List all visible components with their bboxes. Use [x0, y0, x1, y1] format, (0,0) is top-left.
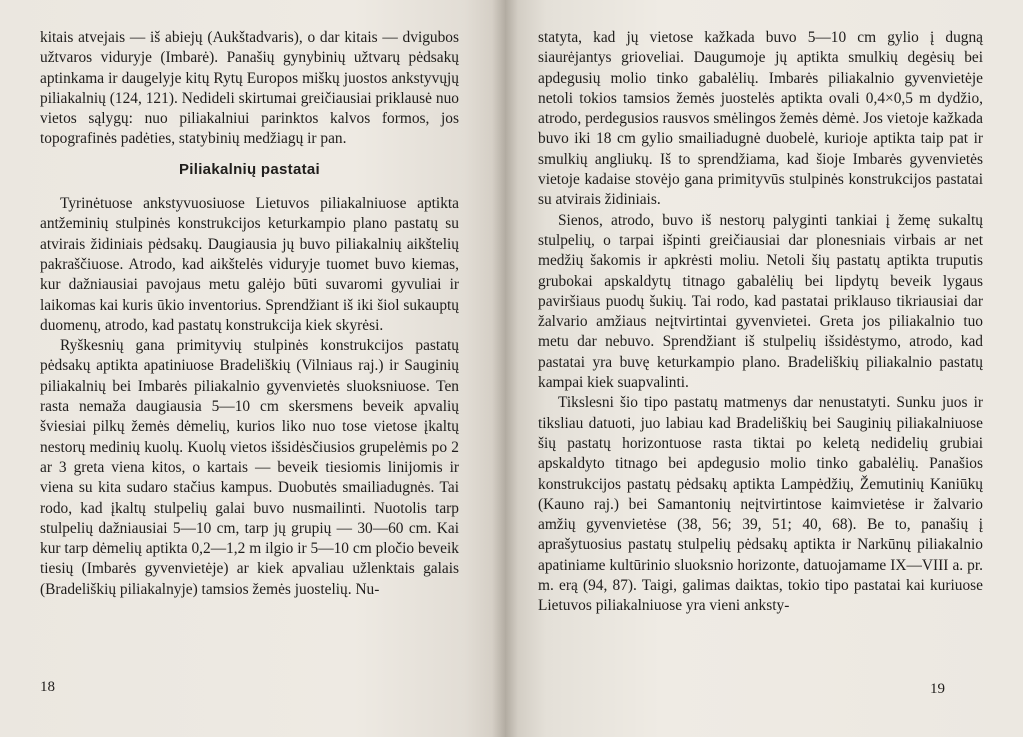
left-paragraph-2: Tyrinėtuose ankstyvuosiuose Lietuvos piliakalniuose aptikta antžeminių stulpinės konstrukcijos keturkampio plano pastatų su atvirais židiniais pėdsakų. Daugiausia jų buvo piliakalnių aikštelių pakraščiuose. Atrodo, kad aikštelės viduryje tuomet buvo kiemas, kur dažniausiai pavojaus metu galėjo būti suvaromi gyvuliai ir laikomas kai kuris ūkio inventorius. Sprendžiant iš iki šiol sukauptų duomenų, atrodo, kad pastatų konstrukcija kiek skyrėsi.: [40, 195, 459, 334]
section-heading: Piliakalnių pastatai: [178, 160, 321, 178]
left-page-number: 18: [40, 678, 55, 695]
right-paragraph-1: statyta, kad jų vietose kažkada buvo 5—10 cm gylio į dugną siaurėjantys grioveliai. Daugumoje jų aptikta smulkių degėsių bei apdegusių molio tinko gabalėlių. Imbarės piliakalnio gyvenvietėje netoli tokios tamsios žemės juostelės aptikta ovali 0,4×0,5 m dydžio, atrodo, perdegusios rausvos smėlingos žemės dėmė. Jos vietoje kažkada buvo iki 18 cm gylio smailiadugnė duobelė, kurioje aptikta taip pat ir smulkių angliukų. Iš to sprendžiama, kad šioje Imbarės gyvenvietės vietoje kadaise stovėjo gana primityvūs stulpinės konstrukcijos pastatai su atvirais židiniais.: [538, 29, 983, 209]
left-paragraph-3: Ryškesnių gana primityvių stulpinės konstrukcijos pastatų pėdsakų aptikta apatiniuose Bradeliškių (Vilniaus raj.) ir Sauginių piliakalnių bei Imbarės piliakalnio gyvenvietės sluoksniuose. Ten rasta nemaža daugiausia 5—10 cm skersmens beveik apvalių šviesiai pilkų žemės dėmelių, kurios liko nuo tose vietose įkaltų nestorų medinių kuolų. Kuolų vietos išsidėsčiusios grupelėmis po 2 ar 3 greta viena kitos, o kartais — beveik tiesiomis linijomis ir viena su kita sudaro stačius kampus. Duobutės smailiadugnės. Tai rodo, kad įkaltų stulpelių galai buvo nusmailinti. Nuotolis tarp stulpelių dažniausiai 5—10 cm, tarp jų grupių — 30—60 cm. Kai kur tarp dėmelių aptikta 0,2—1,2 m ilgio ir 5—10 cm pločio beveik tiesių (Imbarės gyvenvietėje) ar kiek apvaliau užlenktais galais (Bradeliškių piliakalnyje) tamsios žemės juostelių. Nu-: [40, 337, 459, 598]
right-paragraph-2: Sienos, atrodo, buvo iš nestorų palyginti tankiai į žemę sukaltų stulpelių, o tarpai išpinti greičiausiai dar plonesniais virbais ar net medžių šakomis ir apkrėsti moliu. Netoli šių pastatų aptikta truputis grubokai apskaldytų titnago gabalėlių bei lipdytų beveik lygaus paviršiaus puodų šukių. Tai rodo, kad pastatai priklauso tikriausiai dar žalvario amžiaus neįtvirtintai gyvenvietei. Greta jos piliakalnio tuo metu dar nebuvo. Sprendžiant iš stulpelių išsidėstymo, atrodo, kad pastatai yra buvę keturkampio plano. Bradeliškių piliakalnio pastatų kampai kiek suapvalinti.: [538, 211, 983, 392]
left-page: [0, 0, 505, 737]
right-page: [505, 0, 1023, 737]
left-paragraph-1: kitais atvejais — iš abiejų (Aukštadvaris), o dar kitais — dvigubos užtvaros viduryje (Imbarė). Panašių gynybinių užtvarų pėdsakų aptinkama ir daugelyje kitų Rytų Europos miškų juostos ankstyvųjų piliakalnių (124, 121). Nedideli skirtumai greičiausiai priklausė nuo vietos sąlygų: nuo piliakalniui parinktos kalvos formos, jos topografinės padėties, statybinių medžiagų ir pan.: [40, 29, 459, 148]
right-paragraph-3: Tikslesni šio tipo pastatų matmenys dar nenustatyti. Sunku juos ir tiksliau datuoti, juo labiau kad Bradeliškių bei Sauginių piliakalniuose šių pastatų horizontuose rasta tiktai po keletą nedidelių grubiai apskaldyto titnago bei apdegusio molio tinko gabalėlių. Panašios konstrukcijos pastatų pėdsakų aptikta Lampėdžių, Žemutinių Kaniūkų (Kauno raj.) bei Samantonių neįtvirtintose kaimvietėse ir žalvario amžių gyvenvietėse (38, 56; 39, 51; 40, 68). Be to, panašių į aprašytuosius pastatų stulpelių pėdsakų aptikta ir Narkūnų piliakalnio apatiniame kultūrinio sluoksnio horizonte, datuojamame IX—VIII a. pr. m. erą (94, 87). Taigi, galimas daiktas, tokio tipo pastatai kai kuriuose Lietuvos piliakalniuose yra vieni anksty-: [538, 394, 983, 615]
right-page-number: 19: [930, 680, 945, 697]
